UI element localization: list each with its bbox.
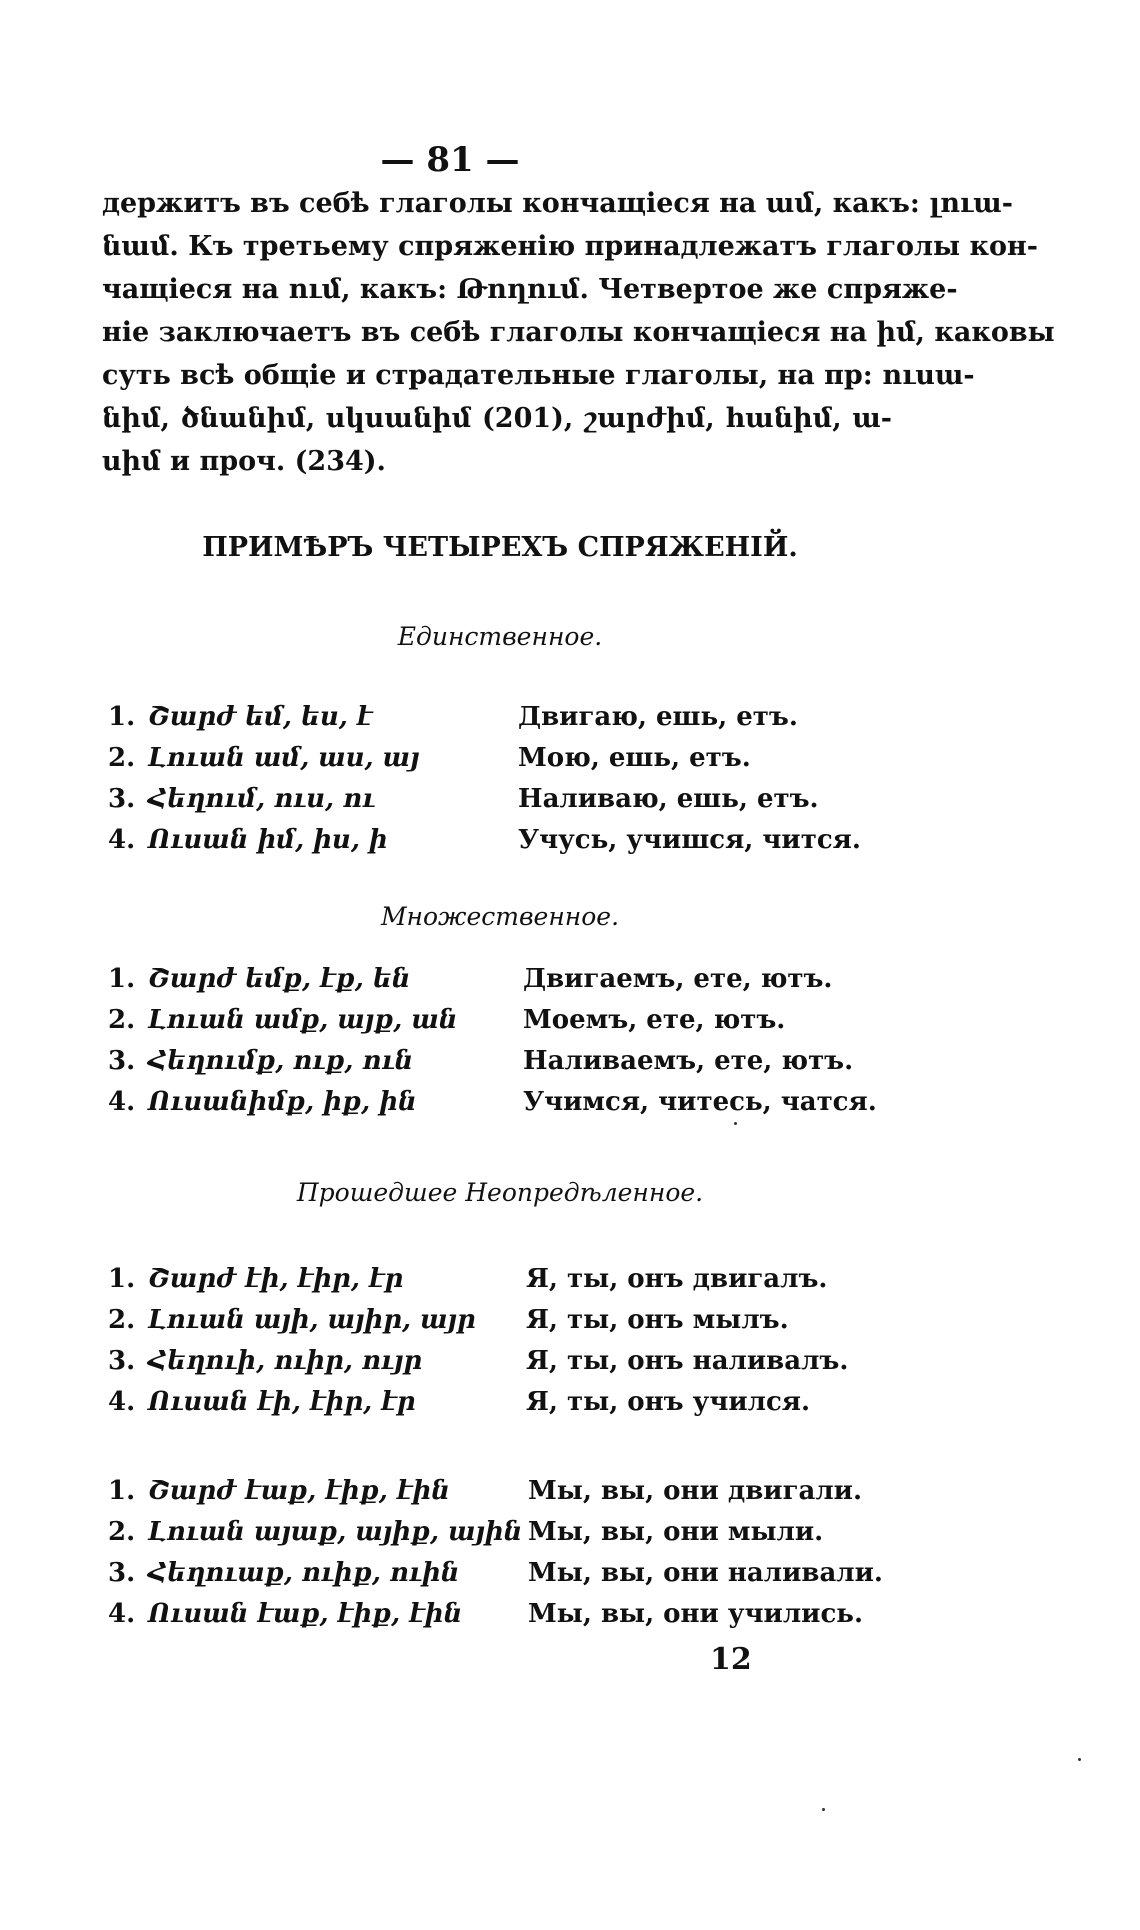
conjugation-row [108,1387,908,1428]
row-number: 1. [108,964,136,994]
conjugation-row [108,1264,908,1305]
paragraph-line: чащіеся на ում, какъ: Թողում. Четвертое же спряже- [102,274,958,305]
row-number: 3. [108,1346,136,1376]
row-number: 4. [108,825,136,855]
conjugation-row [108,1046,908,1087]
russian-translation: Наливаемъ, ете, ютъ. [523,1046,854,1076]
row-number: 1. [108,1476,136,1506]
row-number: 1. [108,1264,136,1294]
ink-speck [1078,1758,1081,1761]
armenian-form: Լուան ամք, այք, ան [148,1005,458,1035]
paragraph-line: держитъ въ себѣ глаголы кончащіеся на ամ, какъ: լուա- [102,188,1013,219]
russian-translation: Я, ты, онъ двигалъ. [526,1264,828,1294]
armenian-form: Լուան այաք, այիք, ային [148,1517,523,1547]
row-number: 4. [108,1387,136,1417]
conjugation-table-past-singular [108,1264,908,1428]
russian-translation: Мы, вы, они учились. [528,1599,863,1629]
conjugation-row [108,1305,908,1346]
row-number: 2. [108,1305,136,1335]
intro-paragraph [102,182,1055,483]
conjugation-table-past-plural [108,1476,908,1640]
russian-translation: Учусь, учишся, чится. [518,825,861,855]
conjugation-row [108,1087,908,1128]
row-number: 2. [108,1005,136,1035]
russian-translation: Мы, вы, они двигали. [528,1476,863,1506]
armenian-form: Լուան այի, այիր, այր [148,1305,476,1335]
armenian-form: Լուան ամ, աս, այ [148,743,420,773]
paragraph-line: նիմ, ծնանիմ, սկսանիմ (201), շարժիմ, հանիմ, ա- [102,403,892,434]
armenian-form: Ուսան իմ, իս, ի [148,825,388,855]
russian-translation: Наливаю, ешь, етъ. [518,784,819,814]
group-heading-plural: Множественное. [380,902,620,931]
ink-speck [734,1122,737,1125]
armenian-form: Ուսան էաք, էիք, էին [148,1599,463,1629]
conjugation-row [108,1599,908,1640]
armenian-form: Ուսան էի, էիր, էր [148,1387,416,1417]
paragraph-line: суть всѣ общіе и страдательные глаголы, на пр: ուսա- [102,360,975,391]
paragraph-line: ніе заключаетъ въ себѣ глаголы кончащіеся на իմ, каковы [102,317,1055,348]
paragraph-line: սիմ и проч. (234). [102,446,386,477]
conjugation-row [108,1517,908,1558]
ink-speck [822,1808,825,1811]
group-heading-past-indefinite: Прошедшее Неопредѣленное. [296,1178,704,1207]
armenian-form: Ուսանիմք, իք, ին [148,1087,417,1117]
conjugation-row [108,702,908,743]
section-title: ПРИМѢРЪ ЧЕТЫРЕХЪ СПРЯЖЕНІЙ. [202,532,798,563]
russian-translation: Я, ты, онъ наливалъ. [526,1346,849,1376]
row-number: 3. [108,1046,136,1076]
conjugation-table-plural [108,964,908,1128]
page-number: — 81 — [380,140,520,180]
conjugation-row [108,743,908,784]
armenian-form: Շարժ եմք, էք, են [148,964,411,994]
row-number: 2. [108,1517,136,1547]
russian-translation: Я, ты, онъ мылъ. [526,1305,789,1335]
armenian-form: Շարժ էի, էիր, էր [148,1264,404,1294]
armenian-form: Շարժ եմ, ես, է [148,702,373,732]
russian-translation: Учимся, читесь, чатся. [523,1087,877,1117]
row-number: 3. [108,1558,136,1588]
armenian-form: Հեղուի, ուիր, ույր [148,1346,423,1376]
russian-translation: Двигаю, ешь, етъ. [518,702,798,732]
group-heading-singular: Единственное. [397,622,603,651]
conjugation-row [108,1346,908,1387]
row-number: 2. [108,743,136,773]
russian-translation: Мою, ешь, етъ. [518,743,751,773]
russian-translation: Мы, вы, они наливали. [528,1558,883,1588]
armenian-form: Հեղում, ուս, ու [148,784,376,814]
conjugation-table-singular [108,702,908,866]
row-number: 1. [108,702,136,732]
sheet-signature-mark: 12 [710,1642,752,1677]
row-number: 4. [108,1087,136,1117]
conjugation-row [108,1005,908,1046]
russian-translation: Моемъ, ете, ютъ. [523,1005,786,1035]
row-number: 3. [108,784,136,814]
conjugation-row [108,964,908,1005]
paragraph-line: նամ. Къ третьему спряженію принадлежатъ глаголы кон- [102,231,1038,262]
armenian-form: Հեղուաք, ուիք, ուին [148,1558,460,1588]
conjugation-row [108,784,908,825]
conjugation-row [108,1476,908,1517]
conjugation-row [108,825,908,866]
russian-translation: Двигаемъ, ете, ютъ. [523,964,833,994]
russian-translation: Я, ты, онъ учился. [526,1387,811,1417]
russian-translation: Мы, вы, они мыли. [528,1517,824,1547]
conjugation-row [108,1558,908,1599]
armenian-form: Շարժ էաք, էիք, էին [148,1476,450,1506]
armenian-form: Հեղումք, ուք, ուն [148,1046,414,1076]
row-number: 4. [108,1599,136,1629]
